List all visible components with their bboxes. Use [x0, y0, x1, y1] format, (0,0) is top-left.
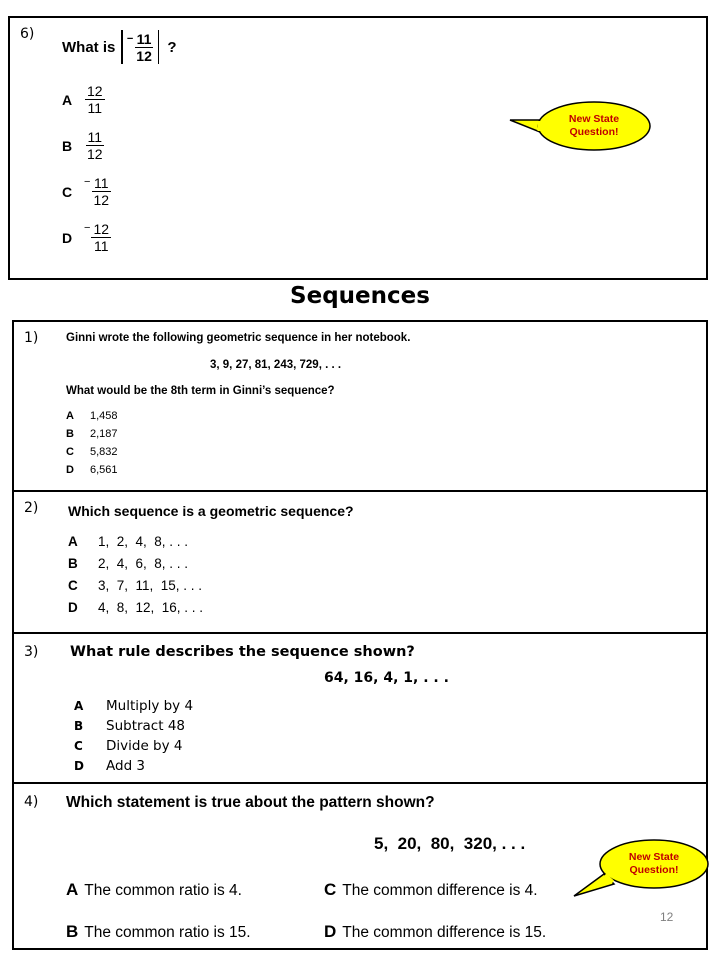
- choice-a: [66, 410, 118, 428]
- question-prompt: Which statement is true about the pattern shown?: [66, 794, 435, 811]
- question-6-box: [8, 16, 708, 280]
- choice-c: [66, 446, 118, 464]
- negative-sign: −: [84, 176, 91, 188]
- question-prompt: What rule describes the sequence shown?: [70, 644, 415, 660]
- new-state-question-bubble: [570, 836, 710, 902]
- choice-text: 4, 8, 12, 16, . . .: [98, 600, 204, 615]
- choice-d: [62, 222, 111, 253]
- absolute-value-bar-right: [158, 30, 160, 64]
- numerator: 11: [136, 30, 152, 47]
- choice-b: [74, 718, 193, 738]
- choice-a: [66, 880, 242, 900]
- question-text: What would be the 8th term in Ginni’s sequence?: [66, 385, 335, 397]
- choice-b: [66, 922, 251, 942]
- choice-letter: A: [62, 91, 73, 108]
- denominator: 11: [93, 238, 109, 254]
- new-state-question-bubble: [508, 98, 654, 156]
- choice-letter: B: [68, 556, 78, 571]
- page-number: 12: [660, 910, 674, 924]
- choice-b: [66, 428, 118, 446]
- choice-c: [324, 880, 538, 900]
- question-mark: ?: [167, 38, 177, 56]
- choice-text: Multiply by 4: [106, 698, 194, 714]
- numerator: 11: [93, 175, 109, 191]
- choice-letter: C: [66, 446, 74, 458]
- choice-c: [62, 176, 111, 207]
- choice-d: [324, 922, 546, 942]
- bubble-text: [536, 113, 652, 139]
- bubble-text: [600, 851, 708, 877]
- absolute-value-bar-left: [121, 30, 123, 64]
- choice-a: [68, 534, 203, 556]
- choice-c: [68, 578, 203, 600]
- choice-list: [66, 410, 118, 482]
- choice-letter: B: [74, 719, 84, 733]
- choice-text: 6,561: [90, 464, 118, 476]
- choice-b: [62, 130, 105, 161]
- denominator: 11: [87, 100, 103, 116]
- choice-b: [68, 556, 203, 578]
- question-number: 1): [24, 330, 39, 346]
- fraction: [85, 84, 105, 115]
- choice-c: [74, 738, 193, 758]
- choice-letter: C: [74, 739, 83, 753]
- choice-letter: C: [62, 183, 73, 200]
- bubble-line-2: Question!: [629, 864, 679, 876]
- denominator: 12: [136, 47, 152, 64]
- choice-letter: A: [74, 699, 84, 713]
- choice-text: The common ratio is 4.: [84, 882, 242, 899]
- choice-letter: D: [324, 922, 337, 941]
- question-1-box: [12, 320, 708, 492]
- choice-text: 2,187: [90, 428, 118, 440]
- question-number: 3): [24, 644, 39, 660]
- question-4-box: [12, 782, 708, 950]
- choice-letter: C: [68, 578, 78, 593]
- fraction: [134, 32, 154, 63]
- question-2-box: [12, 490, 708, 634]
- question-prompt: Which sequence is a geometric sequence?: [68, 503, 354, 519]
- choice-text: Add 3: [106, 758, 146, 774]
- numerator: 12: [93, 221, 110, 237]
- choice-letter: A: [68, 534, 78, 549]
- choice-text: 5,832: [90, 446, 118, 458]
- choice-letter: B: [66, 922, 79, 941]
- choice-letter: A: [66, 410, 74, 422]
- choice-text: 1,458: [90, 410, 118, 422]
- denominator: 12: [87, 146, 103, 162]
- question-prompt: Ginni wrote the following geometric sequence in her notebook.: [66, 332, 411, 344]
- negative-sign: −: [84, 222, 91, 234]
- fraction: [85, 130, 105, 161]
- fraction: [91, 176, 111, 207]
- numerator: 12: [87, 83, 103, 99]
- choice-letter: D: [62, 229, 73, 246]
- denominator: 12: [93, 192, 110, 208]
- choice-text: 2, 4, 6, 8, . . .: [98, 556, 189, 571]
- question-3-box: [12, 632, 708, 784]
- fraction: [91, 222, 111, 253]
- question-number: 6): [20, 26, 35, 42]
- choice-text: The common ratio is 15.: [84, 924, 251, 941]
- numerator: 11: [87, 129, 103, 145]
- choice-text: The common difference is 4.: [342, 882, 538, 899]
- choice-letter: B: [62, 137, 73, 154]
- negative-sign: −: [126, 32, 134, 45]
- choice-text: 3, 7, 11, 15, . . .: [98, 578, 203, 593]
- choice-d: [68, 600, 203, 622]
- bubble-line-1: New State: [628, 851, 680, 863]
- choice-letter: D: [74, 759, 84, 773]
- choice-d: [74, 758, 193, 778]
- question-number: 2): [24, 500, 39, 516]
- question-prompt: [62, 30, 177, 64]
- choice-list: [74, 698, 193, 778]
- sequence: 3, 9, 27, 81, 243, 729, . . .: [210, 359, 342, 371]
- prompt-text: What is: [62, 38, 116, 56]
- choice-list: [68, 534, 203, 622]
- absolute-value-fraction: [127, 32, 154, 63]
- choice-letter: D: [68, 600, 78, 615]
- choice-text: Divide by 4: [106, 738, 183, 754]
- choice-a: [62, 84, 105, 115]
- choice-letter: B: [66, 428, 74, 440]
- question-number: 4): [24, 794, 39, 810]
- bubble-line-2: Question!: [569, 126, 619, 138]
- choice-d: [66, 464, 118, 482]
- bubble-line-1: New State: [568, 113, 620, 125]
- choice-letter: D: [66, 464, 74, 476]
- choice-letter: A: [66, 880, 79, 899]
- choice-text: Subtract 48: [106, 718, 185, 734]
- choice-text: The common difference is 15.: [342, 924, 547, 941]
- choice-a: [74, 698, 193, 718]
- section-title: Sequences: [290, 283, 430, 309]
- sequence: 64, 16, 4, 1, . . .: [324, 670, 449, 686]
- choice-text: 1, 2, 4, 8, . . .: [98, 534, 189, 549]
- choice-letter: C: [324, 880, 337, 899]
- sequence: 5, 20, 80, 320, . . .: [374, 834, 526, 853]
